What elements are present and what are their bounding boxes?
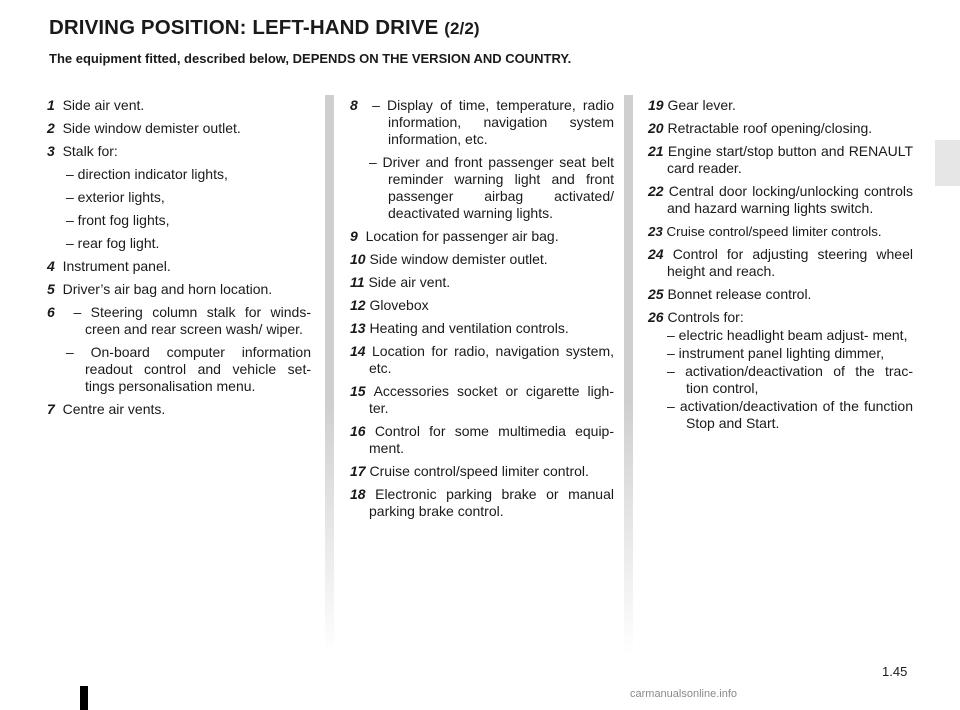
watermark: carmanualsonline.info: [630, 688, 738, 700]
list-item-5: 5 Driver’s air bag and horn location.: [47, 281, 273, 297]
list-item-18: 18 Electronic parking brake or manual parking brake control.: [350, 486, 614, 519]
list-item-7: 7 Centre air vents.: [47, 401, 166, 417]
column-divider: [325, 95, 334, 655]
list-item-1: 1 Side air vent.: [47, 97, 145, 113]
list-item-16: 16 Control for some multimedia equip- ment.: [350, 423, 615, 456]
list-item-26: 26 Controls for:: [648, 309, 744, 325]
list-item-10: 10 Side window demister outlet.: [350, 251, 548, 267]
list-subitem: – activation/deactivation of the trac- tion control,: [667, 363, 913, 396]
list-item-8: 8 – Display of time, temperature, radio information, navigation system information, etc.: [350, 97, 615, 147]
list-item-17: 17 Cruise control/speed limiter control.: [350, 463, 589, 479]
column-1: [47, 97, 311, 424]
list-item-2: 2 Side window demister outlet.: [47, 120, 241, 136]
list-item-20: 20 Retractable roof opening/closing.: [648, 120, 873, 136]
list-subitem: – instrument panel lighting dimmer,: [667, 345, 885, 361]
list-item-14: 14 Location for radio, navigation system, etc.: [350, 343, 615, 376]
list-item-11: 11 Side air vent.: [350, 274, 451, 290]
list-item-6: 6 – Steering column stalk for winds- creen and rear screen wash/ wiper.: [47, 304, 311, 337]
list-item-3: 3 Stalk for:: [47, 143, 118, 159]
list-subitem: – Driver and front passenger seat belt reminder warning light and front passenger airbag activated/ deactivated warning lights.: [369, 154, 614, 221]
section-tab: [935, 140, 960, 186]
list-subitem: – On-board computer information readout control and vehicle set- tings personalisation menu.: [66, 344, 311, 394]
list-item-19: 19 Gear lever.: [648, 97, 736, 113]
list-item-24: 24 Control for adjusting steering wheel height and reach.: [648, 246, 913, 279]
column-divider: [624, 95, 633, 655]
list-subitem: – front fog lights,: [66, 212, 170, 228]
list-subitem: – exterior lights,: [66, 189, 165, 205]
page-title-suffix: (2/2): [444, 19, 480, 38]
list-subitem: – rear fog light.: [66, 235, 160, 251]
page-subtitle: The equipment fitted, described below, DEPENDS ON THE VERSION AND COUNTRY.: [49, 51, 572, 66]
column-3: [648, 97, 913, 433]
list-subitem: – electric headlight beam adjust- ment,: [667, 327, 908, 343]
page-title-text: DRIVING POSITION: LEFT-HAND DRIVE: [49, 16, 439, 39]
list-item-25: 25 Bonnet release control.: [648, 286, 812, 302]
list-subitem: – direction indicator lights,: [66, 166, 228, 182]
page-title: [49, 16, 480, 40]
list-item-9: 9 Location for passenger air bag.: [350, 228, 559, 244]
list-item-23: 23 Cruise control/speed limiter controls.: [648, 224, 882, 239]
list-item-15: 15 Accessories socket or cigarette ligh- ter.: [350, 383, 615, 416]
list-item-4: 4 Instrument panel.: [47, 258, 171, 274]
list-item-12: 12 Glovebox: [350, 297, 429, 313]
list-subitem: – activation/deactivation of the function Stop and Start.: [667, 398, 913, 431]
list-item-22: 22 Central door locking/unlocking controls and hazard warning lights switch.: [648, 183, 913, 216]
page-number: 1.45: [882, 664, 908, 679]
list-item-13: 13 Heating and ventilation controls.: [350, 320, 569, 336]
corner-mark: [80, 686, 88, 710]
list-item-21: 21 Engine start/stop button and RENAULT card reader.: [648, 143, 914, 176]
column-2: [350, 97, 614, 526]
